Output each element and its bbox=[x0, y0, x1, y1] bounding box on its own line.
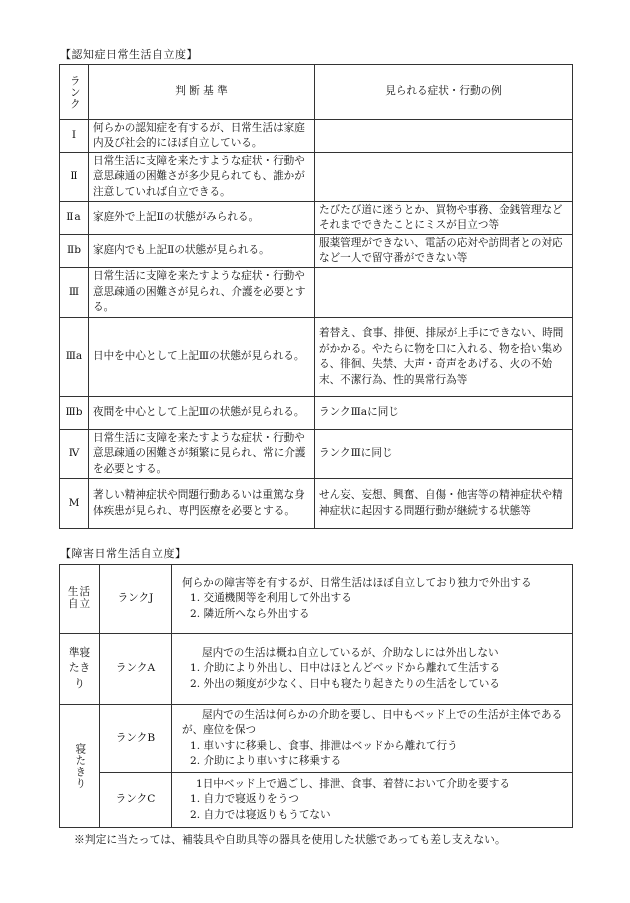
description-item: 2. 自力では寝返りもうてない bbox=[190, 808, 331, 821]
table-row bbox=[60, 430, 573, 479]
description-item: 2. 介助により車いすに移乗する bbox=[190, 755, 342, 767]
criteria-cell: 日常生活に支障を来たすような症状・行動や意思疎通の困難さが多少見られても、誰かが注意していれば自立できる。 bbox=[89, 153, 315, 202]
examples-cell bbox=[315, 268, 573, 318]
table-row bbox=[60, 318, 573, 397]
examples-cell bbox=[315, 153, 573, 202]
examples-cell: せん妄、妄想、興奮、自傷・他害等の精神症状や精神症状に起因する問題行動が継続する状態等 bbox=[315, 479, 573, 529]
description-item: 1. 交通機関等を利用して外出する bbox=[190, 592, 352, 605]
rank-cell: ランクA bbox=[100, 634, 172, 705]
description-item: 1. 自力で寝返りをうつ bbox=[190, 793, 299, 806]
description-lead: 屋内での生活は何らかの介助を要し、日中もベッド上での生活が主体であるが、座位を保つ bbox=[182, 708, 563, 736]
header-criteria: 判 断 基 準 bbox=[89, 65, 315, 120]
description-item: 1. 車いすに移乗し、食事、排泄はベッドから離れて行う bbox=[190, 739, 458, 752]
criteria-cell: 日常生活に支障を来たすような症状・行動や意思疎通の困難さが頻繁に見られ、常に介護を必要とする。 bbox=[89, 430, 315, 479]
disability-table bbox=[59, 564, 573, 828]
disability-section-title: 【障害日常生活自立度】 bbox=[60, 547, 187, 560]
table-row bbox=[60, 153, 573, 202]
table-row bbox=[60, 479, 573, 529]
table-row bbox=[60, 235, 573, 268]
criteria-cell: 日常生活に支障を来たすような症状・行動や意思疎通の困難さが見られ、介護を必要とする。 bbox=[89, 268, 315, 318]
footnote: ※判定に当たっては、補装具や自助具等の器具を使用した状態であっても差し支えない。 bbox=[74, 833, 506, 846]
examples-cell bbox=[315, 120, 573, 153]
description-item: 2. 外出の頻度が少なく、日中も寝たり起きたりの生活をしている bbox=[190, 677, 500, 690]
table-header-row bbox=[60, 65, 573, 120]
table-row bbox=[60, 773, 573, 828]
dementia-table bbox=[59, 64, 573, 529]
table-row bbox=[60, 397, 573, 430]
header-rank: ランク bbox=[60, 65, 89, 120]
rank-cell: Ⅲb bbox=[60, 397, 89, 430]
group-cell: 寝たきり bbox=[60, 705, 100, 828]
criteria-cell: 日中を中心として上記Ⅲの状態が見られる。 bbox=[89, 318, 315, 397]
rank-cell: Ⅱb bbox=[60, 235, 89, 268]
examples-cell: 着替え、食事、排便、排尿が上手にできない、時間がかかる。やたらに物を口に入れる、物を拾い集める、徘徊、失禁、大声・奇声をあげる、火の不始末、不潔行為、性的異常行為等 bbox=[315, 318, 573, 397]
examples-cell: ランクⅢaに同じ bbox=[315, 397, 573, 430]
rank-cell: ランクB bbox=[100, 705, 172, 773]
table-row bbox=[60, 202, 573, 235]
dementia-section-title: 【認知症日常生活自立度】 bbox=[60, 48, 198, 61]
description-lead: 屋内での生活は概ね自立しているが、介助なしには外出しない bbox=[202, 646, 499, 659]
description-item: 1. 介助により外出し、日中はほとんどベッドから離れて生活する bbox=[190, 662, 501, 675]
rank-cell: ランクC bbox=[100, 773, 172, 828]
rank-cell: M bbox=[60, 479, 89, 529]
rank-cell: Ⅱ bbox=[60, 153, 89, 202]
criteria-cell: 家庭外で上記Ⅱの状態がみられる。 bbox=[89, 202, 315, 235]
description-cell bbox=[172, 773, 573, 828]
group-cell: 準寝たきり bbox=[60, 634, 100, 705]
rank-cell: Ⅰ bbox=[60, 120, 89, 153]
description-item: 2. 隣近所へなら外出する bbox=[190, 607, 310, 620]
rank-cell: Ⅲ bbox=[60, 268, 89, 318]
rank-cell: ランクJ bbox=[100, 565, 172, 634]
table-row bbox=[60, 565, 573, 634]
header-examples: 見られる症状・行動の例 bbox=[315, 65, 573, 120]
examples-cell: 服薬管理ができない、電話の応対や訪問者との対応など一人で留守番ができない等 bbox=[315, 235, 573, 268]
table-row bbox=[60, 120, 573, 153]
description-cell bbox=[172, 565, 573, 634]
criteria-cell: 何らかの認知症を有するが、日常生活は家庭内及び社会的にほぼ自立している。 bbox=[89, 120, 315, 153]
description-cell bbox=[172, 634, 573, 705]
examples-cell: たびたび道に迷うとか、買物や事務、金銭管理などそれまでできたことにミスが目立つ等 bbox=[315, 202, 573, 235]
description-lead: 何らかの障害等を有するが、日常生活はほぼ自立しており独力で外出する bbox=[182, 576, 532, 589]
description-lead: 1日中ベッド上で過ごし、排泄、食事、着替において介助を要する bbox=[196, 777, 510, 790]
criteria-cell: 家庭内でも上記Ⅱの状態が見られる。 bbox=[89, 235, 315, 268]
rank-cell: Ⅱa bbox=[60, 202, 89, 235]
criteria-cell: 著しい精神症状や問題行動あるいは重篤な身体疾患が見られ、専門医療を必要とする。 bbox=[89, 479, 315, 529]
rank-cell: Ⅲa bbox=[60, 318, 89, 397]
table-row bbox=[60, 268, 573, 318]
examples-cell: ランクⅢに同じ bbox=[315, 430, 573, 479]
table-row bbox=[60, 705, 573, 773]
table-row bbox=[60, 634, 573, 705]
rank-cell: Ⅳ bbox=[60, 430, 89, 479]
criteria-cell: 夜間を中心として上記Ⅲの状態が見られる。 bbox=[89, 397, 315, 430]
group-cell: 生活自立 bbox=[60, 565, 100, 634]
description-cell bbox=[172, 705, 573, 773]
